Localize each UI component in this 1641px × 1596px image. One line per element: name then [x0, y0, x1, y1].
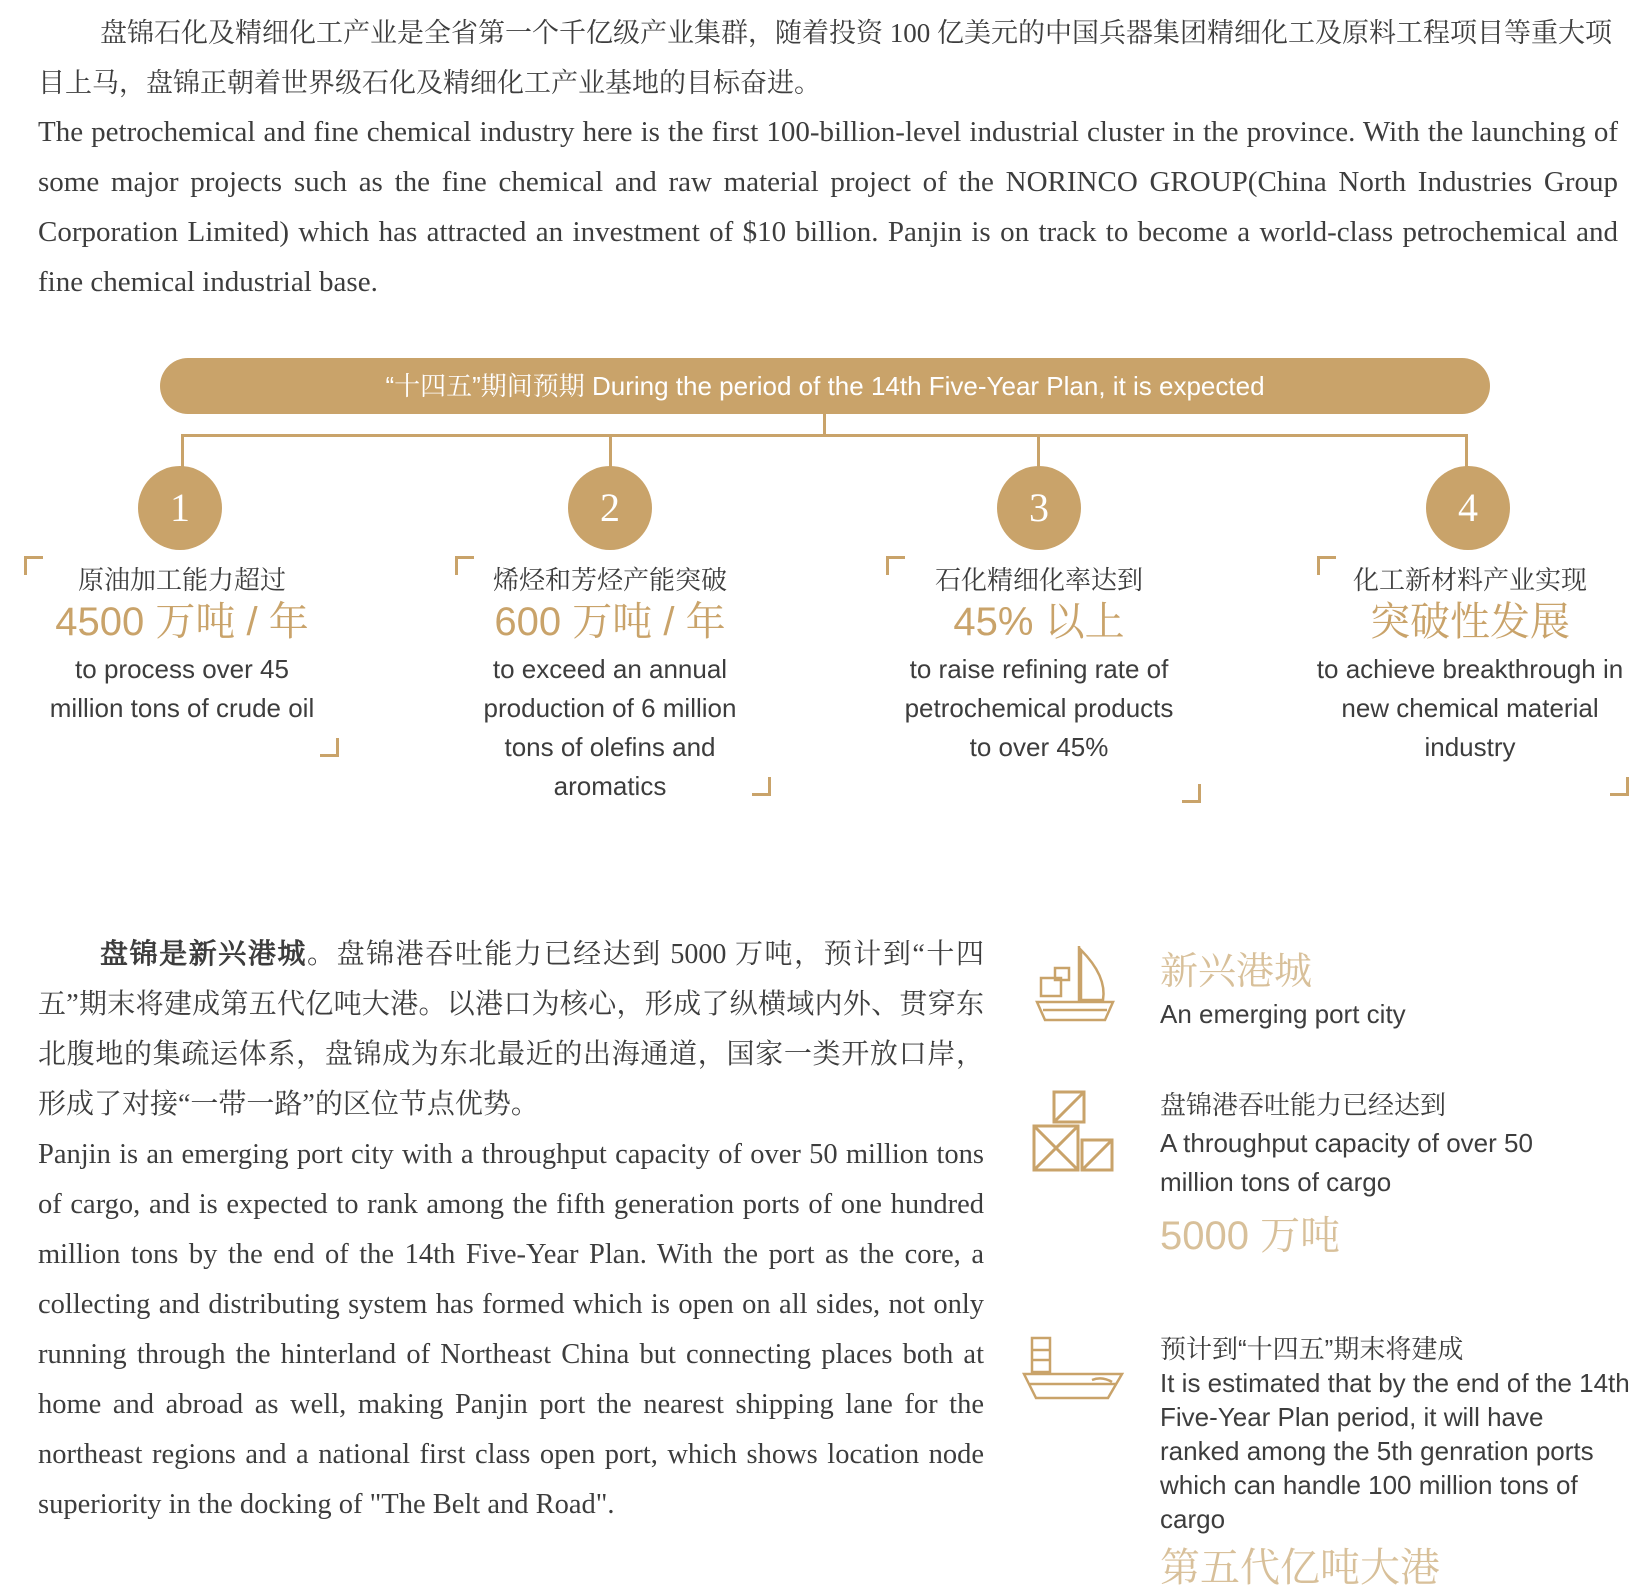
plan-number-circle-4: 4	[1426, 466, 1510, 550]
plan-item-4-en: to achieve breakthrough in new chemical material industry	[1316, 654, 1624, 762]
bracket-bottom-right-2	[752, 777, 771, 796]
plan-item-4	[1310, 562, 1630, 767]
plan-number-circle-2: 2	[568, 466, 652, 550]
intro-english-paragraph: The petrochemical and fine chemical industry here is the first 100-billion-level industrial cluster in the province. With the launching of some major projects such as the fine chemical and raw material project of the NORINCO GROUP(China North Industries Group Corporation Limited) which has attracted an investment of $10 billion. Panjin is on track to become a world-class petrochemical and fine chemical industrial base.	[38, 116, 1618, 298]
connector-drop-2	[609, 434, 612, 470]
cargo-ship-icon	[1022, 1332, 1126, 1408]
side-item-3-value: 第五代亿吨大港	[1160, 1546, 1440, 1590]
port-english-paragraph: Panjin is an emerging port city with a throughput capacity of over 50 million tons of cargo, and is expected to rank among the fifth generation ports of one hundred million tons by the end of the 14th Five-Year Plan. With the port as the core, a collecting and distributing system has formed which is open on all sides, not only running through the hinterland of Northeast China but connecting places both at home and abroad as well, making Panjin port the nearest shipping lane for the northeast regions and a national first class open port, which shows location node superiority in the docking of "The Belt and Road".	[38, 1139, 984, 1520]
plan-banner: “十四五”期间预期 During the period of the 14th Five-Year Plan, it is expected	[160, 358, 1490, 414]
side-item-2-cn: 盘锦港吞吐能力已经达到	[1160, 1090, 1447, 1120]
port-chinese-paragraph	[38, 930, 984, 1130]
connector-drop-4	[1465, 434, 1468, 470]
bracket-bottom-right-4	[1610, 777, 1629, 796]
sailboat-icon	[1035, 940, 1115, 1030]
plan-item-3-en: to raise refining rate of petrochemical products to over 45%	[904, 654, 1174, 762]
connector-drop-3	[1037, 434, 1040, 470]
plan-item-2-value: 600 万吨 / 年	[494, 600, 726, 644]
plan-item-1-cn: 原油加工能力超过	[77, 565, 286, 595]
plan-item-2	[450, 562, 770, 806]
side-item-1-title: 新兴港城	[1160, 951, 1313, 993]
connector-horizontal	[181, 434, 1468, 437]
bracket-bottom-right-1	[320, 738, 339, 757]
plan-number-circle-1: 1	[138, 466, 222, 550]
side-item-3-cn: 预计到“十四五”期末将建成	[1160, 1334, 1464, 1364]
intro-chinese-paragraph: 盘锦石化及精细化工产业是全省第一个千亿级产业集群，随着投资 100 亿美元的中国兵器集团精细化工及原料工程项目等重大项目上马，盘锦正朝着世界级石化及精细化工产业基地的目标奋进。	[38, 18, 1612, 98]
plan-item-4-cn: 化工新材料产业实现	[1352, 565, 1587, 595]
side-item-2-en: A throughput capacity of over 50 million tons of cargo	[1160, 1128, 1533, 1197]
connector-drop-1	[181, 434, 184, 470]
cargo-boxes-icon	[1030, 1088, 1116, 1174]
plan-item-2-cn: 烯烃和芳烃产能突破	[492, 565, 727, 595]
bracket-bottom-right-3	[1182, 784, 1201, 803]
side-item-3-en: It is estimated that by the end of the 14th Five-Year Plan period, it will have ranked among the 5th genration ports which can handle 100 million tons of cargo	[1160, 1368, 1630, 1534]
plan-item-1-value: 4500 万吨 / 年	[55, 600, 309, 644]
connector-vertical-main	[823, 414, 826, 436]
plan-item-3-cn: 石化精细化率达到	[934, 565, 1143, 595]
plan-item-3	[879, 562, 1199, 767]
plan-item-1	[22, 562, 342, 728]
port-heading-bold: 盘锦是新兴港城	[100, 939, 307, 970]
port-chinese-text: 。盘锦港吞吐能力已经达到 5000 万吨，预计到“十四五”期末将建成第五代亿吨大港。以港口为核心，形成了纵横域内外、贯穿东北腹地的集疏运体系，盘锦成为东北最近的出海通道，国家一类开放口岸，形成了对接“一带一路”的区位节点优势。	[38, 939, 984, 1120]
side-item-2-value: 5000 万吨	[1160, 1214, 1341, 1258]
plan-item-4-value: 突破性发展	[1370, 600, 1570, 644]
plan-item-3-value: 45% 以上	[953, 600, 1125, 644]
side-item-1-en: An emerging port city	[1160, 999, 1406, 1029]
plan-number-circle-3: 3	[997, 466, 1081, 550]
plan-item-1-en: to process over 45 million tons of crude oil	[49, 654, 315, 723]
plan-item-2-en: to exceed an annual production of 6 million tons of olefins and aromatics	[483, 654, 737, 801]
